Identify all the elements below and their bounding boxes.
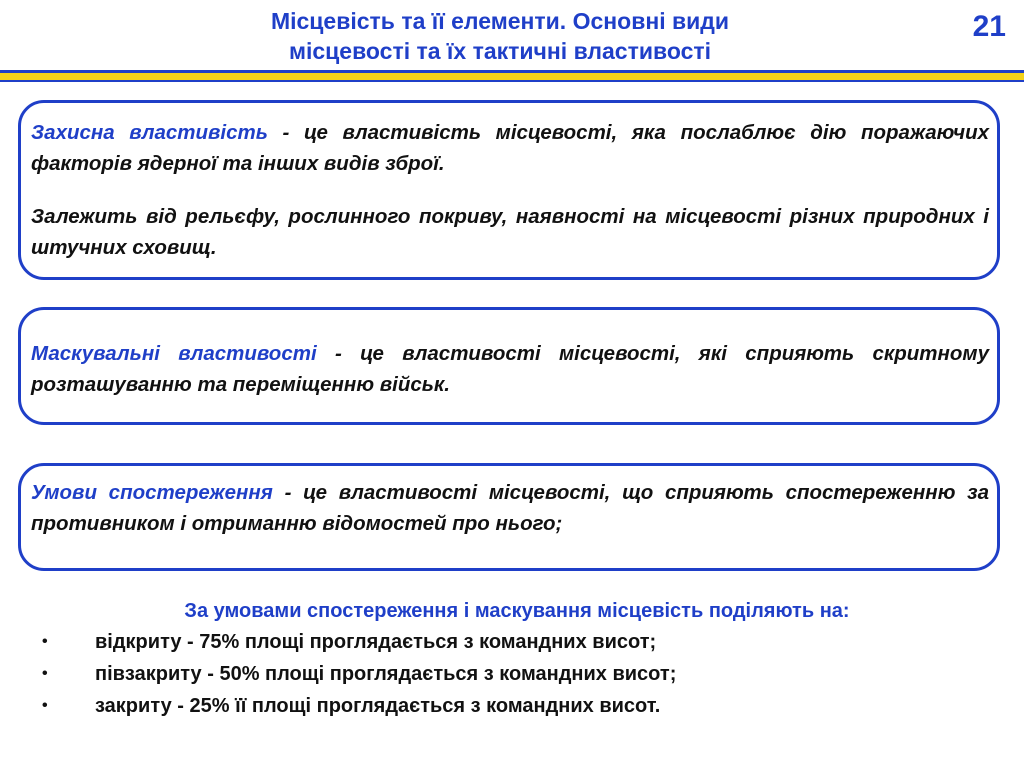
classification-summary	[0, 596, 1024, 722]
list-item-text: відкриту - 75% площі проглядається з командних висот;	[95, 631, 657, 653]
list-item	[0, 690, 1024, 722]
definition-body: - це властивості місцевості, які сприяють скритному розташуванню та переміщенню військ.	[31, 342, 989, 396]
definition-term: Захисна властивість	[31, 121, 268, 144]
title-line-1: Місцевість та її елементи. Основні види	[270, 8, 730, 34]
summary-title: За умовами спостереження і маскування місцевість поділяють на:	[184, 600, 850, 622]
bullet-icon: •	[42, 697, 48, 714]
definition-term: Маскувальні властивості	[31, 342, 317, 365]
definition-text	[31, 477, 989, 539]
bullet-icon: •	[42, 633, 48, 650]
list-item	[0, 626, 1024, 658]
header-rule-yellow	[0, 73, 1024, 80]
title-line-2: місцевості та їх тактичні властивості	[288, 38, 712, 64]
list-item-text: півзакриту - 50% площі проглядається з командних висот;	[95, 663, 677, 685]
definition-text	[31, 117, 989, 179]
header-rule-blue-bottom	[0, 80, 1024, 82]
classification-list	[0, 626, 1024, 722]
definition-extra: Залежить від рельєфу, рослинного покриву, наявності на місцевості різних природних і штучних сховищ.	[31, 205, 989, 259]
definition-box-protective	[18, 100, 1000, 280]
definition-body: - це властивості місцевості, що сприяють спостереженню за противником і отриманню відомостей про нього;	[31, 481, 989, 535]
page-number: 21	[972, 10, 1006, 43]
definition-text	[31, 338, 989, 400]
list-item-text: закриту - 25% її площі проглядається з командних висот.	[95, 695, 661, 717]
bullet-icon: •	[42, 665, 48, 682]
definition-box-camouflage	[18, 307, 1000, 425]
definition-box-observation	[18, 463, 1000, 571]
definition-term: Умови спостереження	[31, 481, 273, 504]
definition-body: - це властивість місцевості, яка послаблює дію поражаючих факторів ядерної та інших видів зброї.	[31, 121, 989, 175]
list-item	[0, 658, 1024, 690]
slide-title	[150, 6, 850, 66]
